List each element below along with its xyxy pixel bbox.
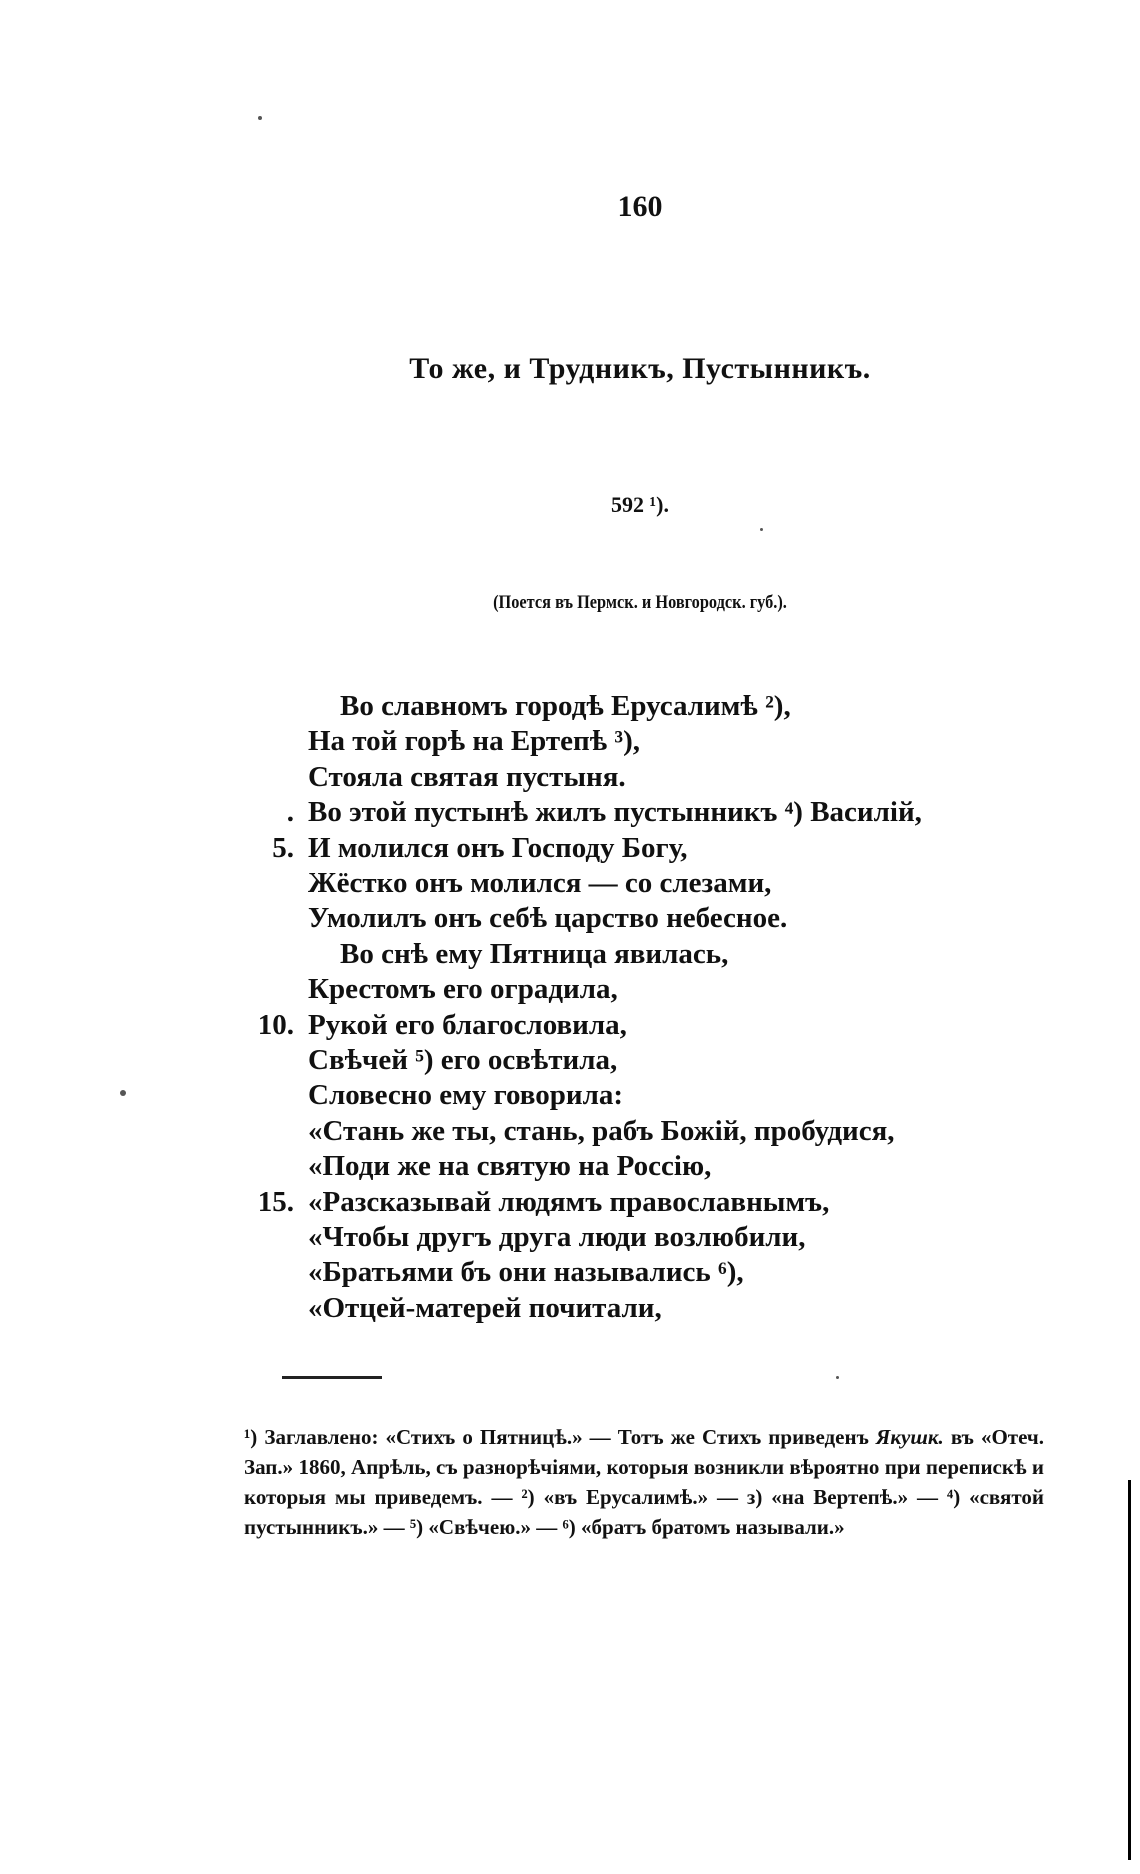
poem-title: То же, и Трудникъ, Пустынникъ.	[409, 352, 871, 385]
verse-line: «Братьями бъ они назывались ⁶),	[308, 1256, 744, 1288]
line-number: 5.	[272, 832, 294, 864]
footnote-text-2: въ «Отеч. Зап.» 1860, Апрѣль, съ разнорѣчіями, которыя возникли вѣроятно при перепискѣ и которыя мы приведемъ. — ²) «въ Ерусалимѣ.» — з) «на Вертепѣ.» — ⁴) «святой пустынникъ.» — ⁵) «Свѣчею.» — ⁶) «братъ братомъ называли.»	[244, 1425, 1044, 1539]
verse-line: Рукой его благословила,	[308, 1009, 627, 1041]
song-number: 592 ¹).	[611, 492, 669, 517]
page-number: 160	[617, 190, 663, 223]
scan-speck	[760, 528, 763, 531]
verse-line: Во снѣ ему Пятница явилась,	[340, 938, 729, 970]
verse-line: Во этой пустынѣ жилъ пустынникъ ⁴) Василій,	[308, 796, 922, 828]
line-number: 15.	[257, 1186, 294, 1218]
verse-line: На той горѣ на Ертепѣ ³),	[308, 725, 640, 757]
verse-line: «Чтобы другъ друга люди возлюбили,	[308, 1221, 806, 1253]
line-number: 10.	[257, 1009, 294, 1041]
verse-line: «Стань же ты, стань, рабъ Божій, пробудися,	[308, 1115, 895, 1147]
verse-line: «Разсказывай людямъ православнымъ,	[308, 1186, 830, 1218]
verse-line: Словесно ему говорила:	[308, 1079, 624, 1111]
verse-line: «Отцей-матерей почитали,	[308, 1292, 662, 1324]
footnote-author: Якушк.	[875, 1425, 944, 1449]
verse-line: Во славномъ городѣ Ерусалимѣ ²),	[340, 690, 791, 722]
scan-speck	[258, 116, 262, 120]
line-number: .	[286, 796, 294, 828]
scan-edge-line	[1128, 1480, 1131, 1860]
song-subtitle: (Поется въ Пермск. и Новгородск. губ.).	[493, 592, 787, 613]
footnote-text-1: ¹) Заглавлено: «Стихъ о Пятницѣ.» — Тотъ же Стихъ приведенъ	[244, 1425, 876, 1449]
scan-speck	[836, 1376, 839, 1379]
verse-line: Умолилъ онъ себѣ царство небесное.	[308, 902, 788, 934]
verse-line: Свѣчей ⁵) его освѣтила,	[308, 1044, 618, 1076]
footnote-divider	[282, 1376, 382, 1379]
verse-line: И молился онъ Господу Богу,	[308, 832, 688, 864]
verse-line: Крестомъ его оградила,	[308, 973, 618, 1005]
verse-line: «Поди же на святую на Россію,	[308, 1150, 712, 1182]
verse-line: Жёстко онъ молился — со слезами,	[308, 867, 772, 899]
scan-speck	[120, 1090, 126, 1096]
footnotes	[244, 1422, 1044, 1542]
verse-line: Стояла святая пустыня.	[308, 761, 626, 793]
